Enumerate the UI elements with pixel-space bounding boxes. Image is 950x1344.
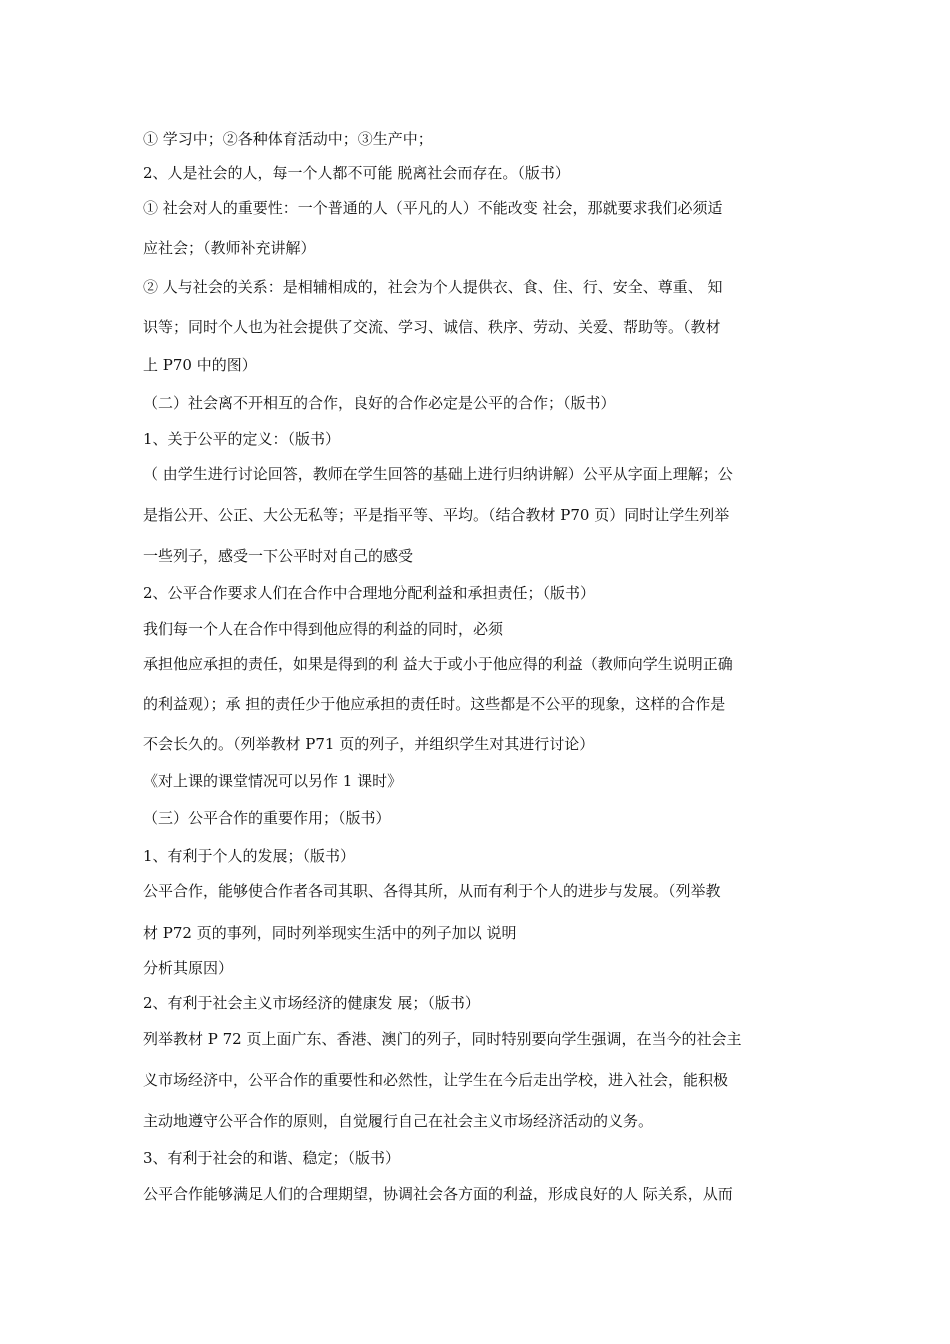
text-line: 公平合作能够满足人们的合理期望，协调社会各方面的利益，形成良好的人 际关系，从而 <box>143 1185 733 1203</box>
text-line: （三）公平合作的重要作用；（版书） <box>143 809 391 827</box>
text-line: 2、公平合作要求人们在合作中合理地分配利益和承担责任；（版书） <box>143 584 596 602</box>
text-line: 1、有利于个人的发展；（版书） <box>143 847 356 865</box>
text-line: 《对上课的课堂情况可以另作 1 课时》 <box>143 772 403 790</box>
text-line: 公平合作，能够使合作者各司其职、各得其所，从而有利于个人的进步与发展。（列举教 <box>143 882 721 900</box>
text-line: 列举教材 P 72 页上面广东、香港、澳门的列子，同时特别要向学生强调，在当今的社会主 <box>143 1030 742 1048</box>
text-line: 的利益观）；承 担的责任少于他应承担的责任时。这些都是不公平的现象，这样的合作是 <box>143 695 726 713</box>
text-line: 分析其原因） <box>143 959 234 977</box>
text-line: ① 学习中；②各种体育活动中；③生产中； <box>143 130 433 148</box>
text-line: 2、有利于社会主义市场经济的健康发 展；（版书） <box>143 994 480 1012</box>
text-line: 材 P72 页的事列，同时列举现实生活中的列子加以 说明 <box>143 924 517 942</box>
text-line: 我们每一个人在合作中得到他应得的利益的同时，必须 <box>143 620 504 638</box>
text-line: 识等；同时个人也为社会提供了交流、学习、诚信、秩序、劳动、关爱、帮助等。（教材 <box>143 318 721 336</box>
text-line: 2、人是社会的人，每一个人都不可能 脱离社会而存在。（版书） <box>143 164 570 182</box>
text-line: 承担他应承担的责任，如果是得到的利 益大于或小于他应得的利益（教师向学生说明正确 <box>143 655 733 673</box>
text-line: 是指公开、公正、大公无私等；平是指平等、平均。（结合教材 P70 页）同时让学生列举 <box>143 506 730 524</box>
text-line: 3、有利于社会的和谐、稳定；（版书） <box>143 1149 401 1167</box>
text-line: 不会长久的。（列举教材 P71 页的列子，并组织学生对其进行讨论） <box>143 735 595 753</box>
text-line: 上 P70 中的图） <box>143 356 257 374</box>
text-line: 义市场经济中，公平合作的重要性和必然性，让学生在今后走出学校，进入社会，能积极 <box>143 1071 729 1089</box>
text-line: ① 社会对人的重要性：一个普通的人（平凡的人）不能改变 社会，那就要求我们必须适 <box>143 199 723 217</box>
text-line: （二）社会离不开相互的合作，良好的合作必定是公平的合作；（版书） <box>143 394 616 412</box>
text-line: （ 由学生进行讨论回答，教师在学生回答的基础上进行归纳讲解）公平从字面上理解；公 <box>143 465 733 483</box>
text-line: 1、关于公平的定义：（版书） <box>143 430 341 448</box>
text-line: 主动地遵守公平合作的原则，自觉履行自己在社会主义市场经济活动的义务。 <box>143 1112 654 1130</box>
text-line: ② 人与社会的关系：是相辅相成的，社会为个人提供衣、食、住、行、安全、尊重、 知 <box>143 278 723 296</box>
text-line: 一些列子，感受一下公平时对自己的感受 <box>143 547 414 565</box>
text-line: 应社会；（教师补充讲解） <box>143 239 316 257</box>
